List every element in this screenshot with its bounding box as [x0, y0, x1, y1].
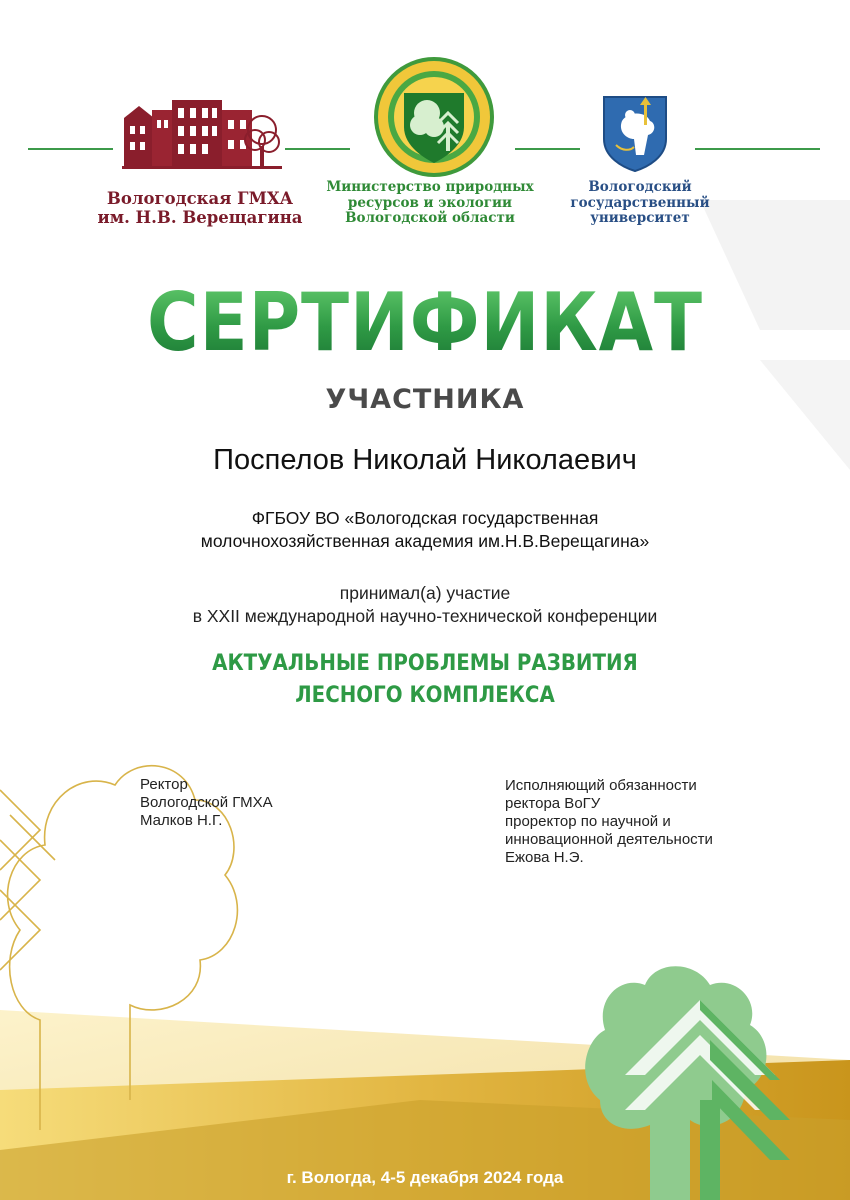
header-line: [28, 148, 113, 150]
participation-text: принимал(а) участие в XXII международной научно-технической конференции: [192, 583, 658, 626]
ministry-emblem: [372, 55, 496, 179]
recipient-name: Поспелов Николай Николаевич: [213, 444, 637, 476]
certificate-subtitle: УЧАСТНИКА: [325, 384, 525, 415]
header-line: [285, 148, 350, 150]
event-date-location: г. Вологда, 4-5 декабря 2024 года: [286, 1168, 564, 1187]
academy-logo: [122, 96, 282, 171]
signature-block-left: Ректор Вологодской ГМХА Малков Н.Г.: [140, 776, 273, 829]
ministry-caption: Министерство природных ресурсов и экологии Вологодской области: [326, 179, 534, 227]
header-line: [695, 148, 820, 150]
certificate-title: СЕРТИФИКАТ: [51, 283, 799, 363]
recipient-organization: ФГБОУ ВО «Вологодская государственная молочнохозяйственная академия им.Н.В.Верещагина»: [200, 508, 650, 551]
academy-caption: Вологодская ГМХА им. Н.В. Верещагина: [97, 189, 303, 227]
header-line: [515, 148, 580, 150]
university-coat-of-arms: [600, 93, 670, 173]
conference-title: АКТУАЛЬНЫЕ ПРОБЛЕМЫ РАЗВИТИЯ ЛЕСНОГО КОМПЛЕКСА: [212, 651, 638, 708]
university-caption: Вологодский государственный университет: [570, 179, 710, 227]
signature-block-right: Исполняющий обязанности ректора ВоГУ проректор по научной и инновационной деятельности Ежова Н.Э.: [505, 777, 713, 866]
